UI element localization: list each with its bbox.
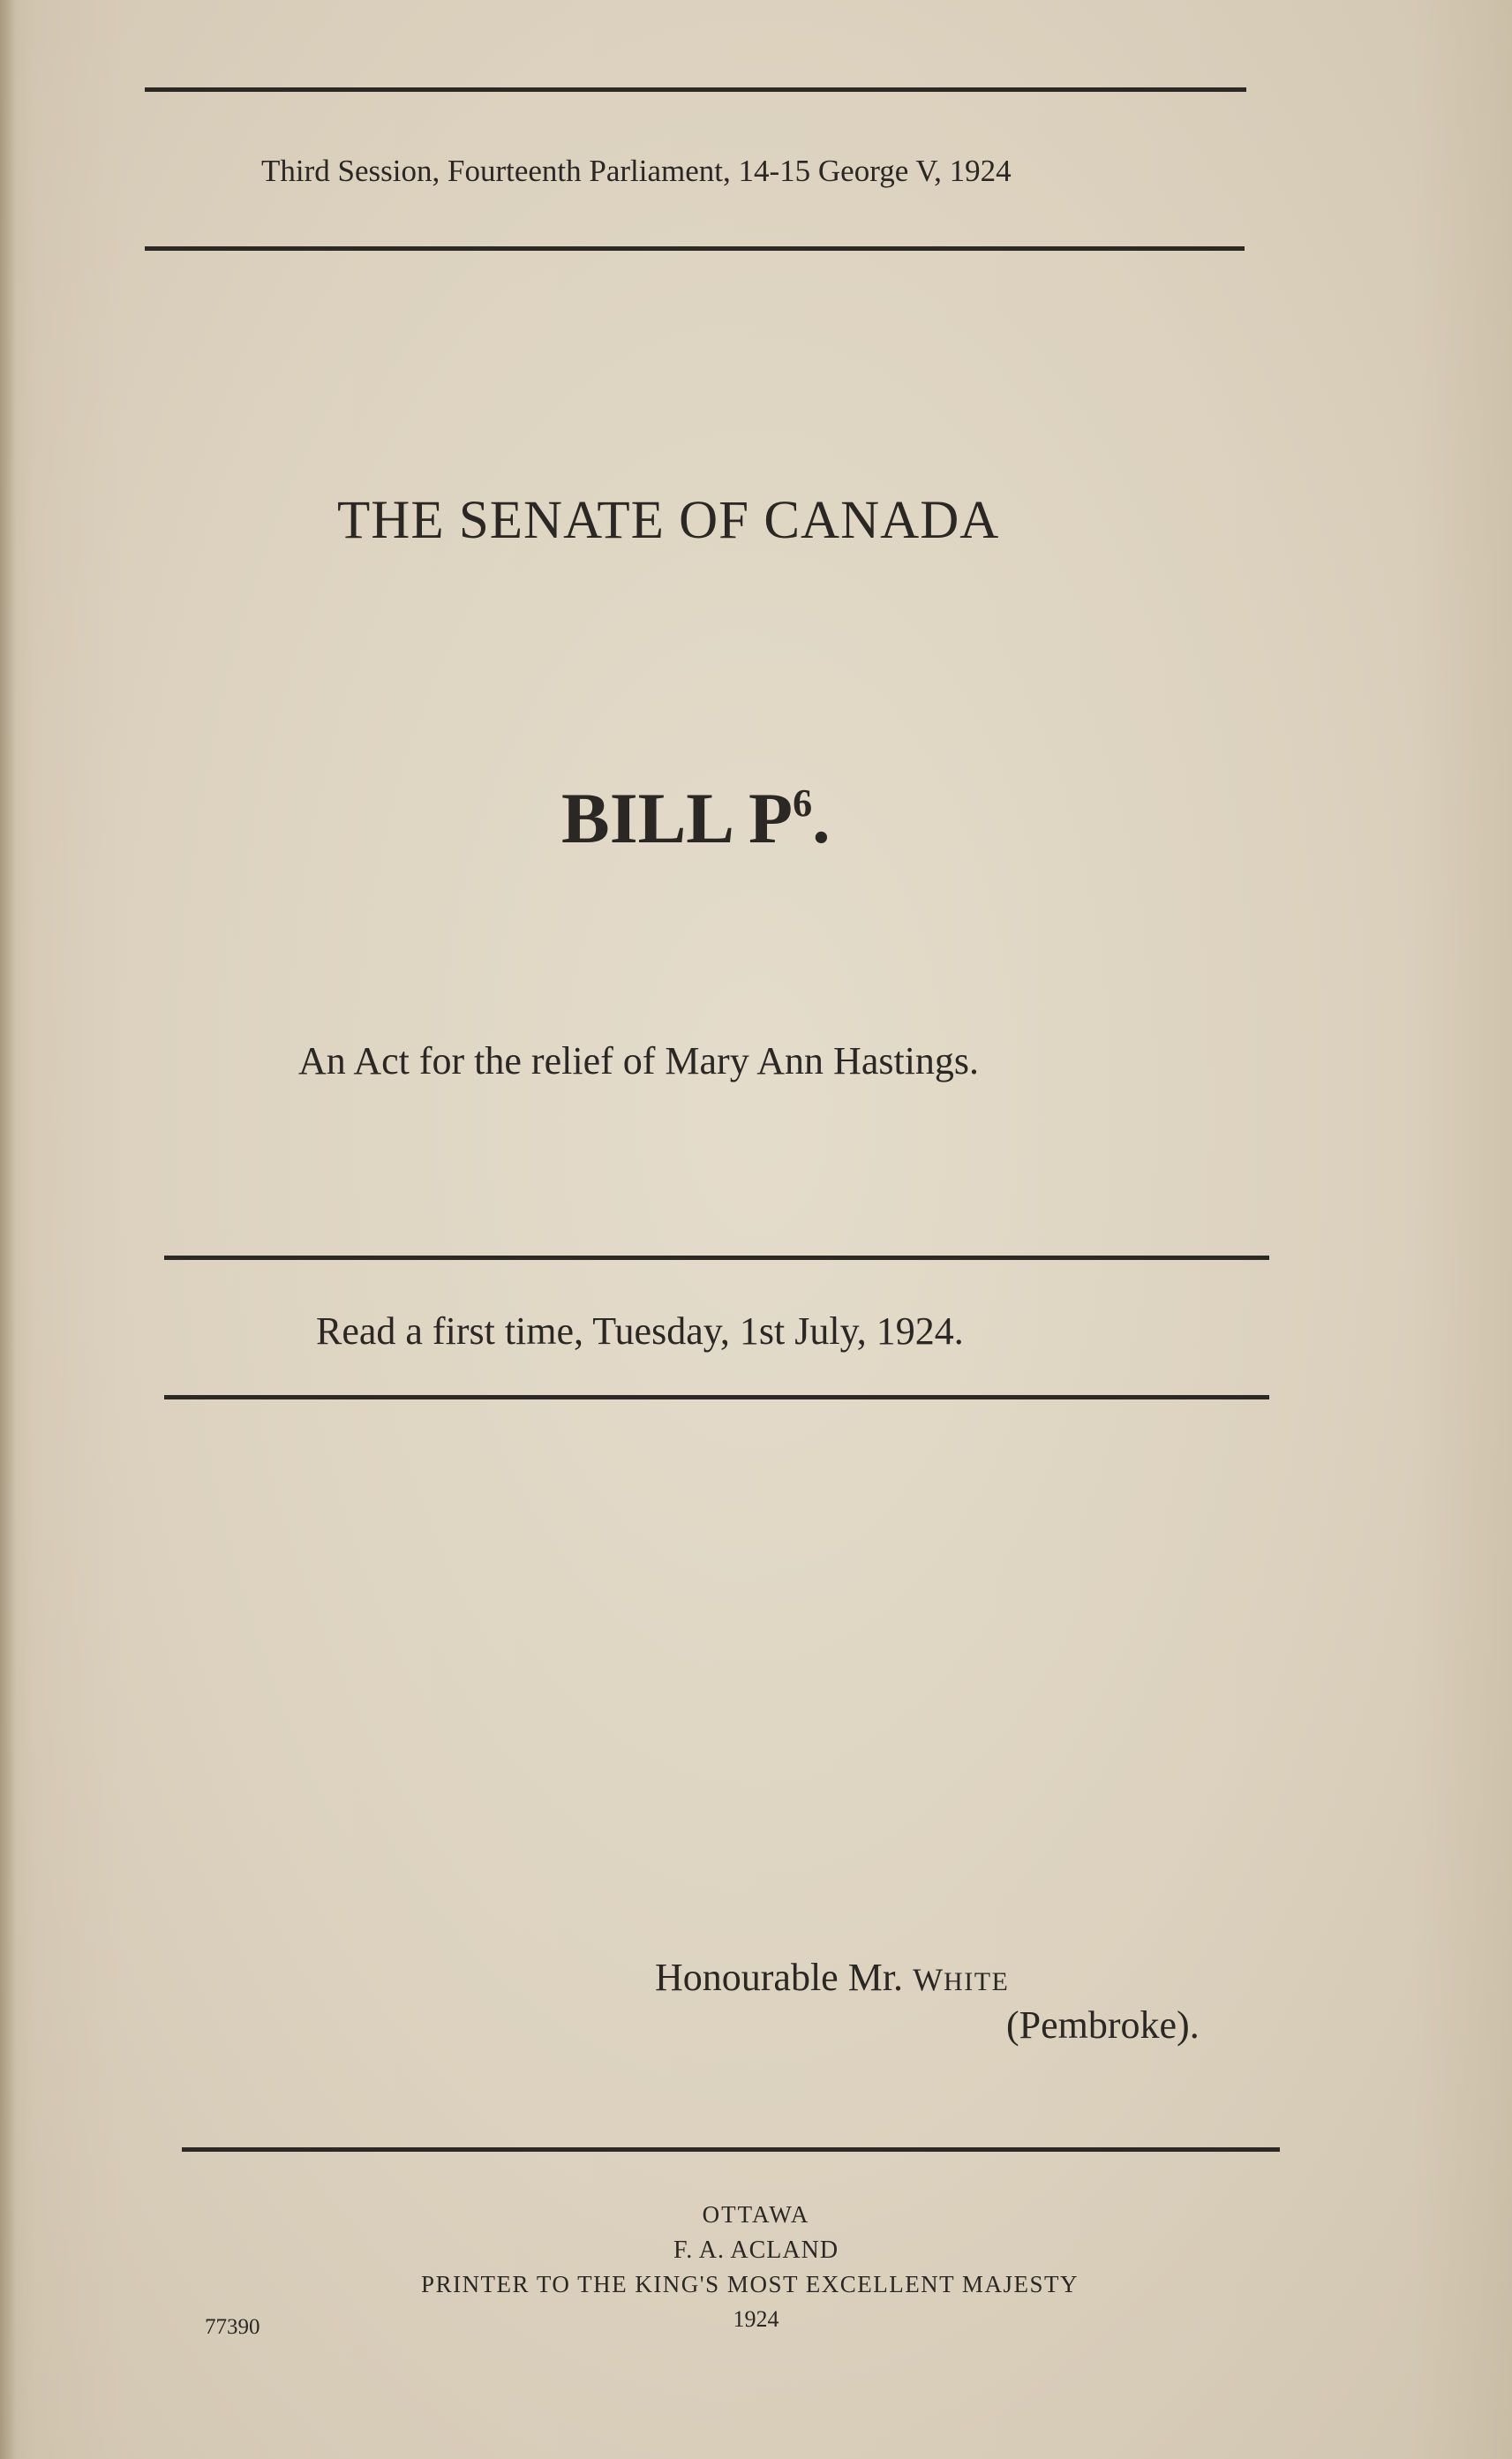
imprint-city: OTTAWA xyxy=(702,2201,810,2228)
bill-superscript: 6 xyxy=(793,781,813,825)
reading-rule-lower xyxy=(164,1395,1269,1399)
sponsor-prefix: Honourable Mr. xyxy=(655,1956,914,1999)
imprint-rule xyxy=(182,2147,1280,2152)
bill-title xyxy=(561,777,831,860)
sponsor-name-smallcaps: HITE xyxy=(944,1967,1010,1996)
job-number: 77390 xyxy=(205,2315,260,2339)
imprint-printer-title: PRINTER TO THE KING'S MOST EXCELLENT MAJESTY xyxy=(421,2271,1079,2297)
top-rule-lower xyxy=(145,246,1245,251)
bill-label: BILL P xyxy=(561,778,794,858)
imprint-printer: F. A. ACLAND xyxy=(673,2236,839,2264)
first-reading-line: Read a first time, Tuesday, 1st July, 1924. xyxy=(316,1309,964,1353)
page-left-edge-shadow xyxy=(0,0,16,2459)
act-title: An Act for the relief of Mary Ann Hastings. xyxy=(298,1039,980,1082)
show-through-heading xyxy=(311,441,324,502)
senate-heading: THE SENATE OF CANADA xyxy=(337,491,1000,550)
sponsor-name: WHITE xyxy=(913,1962,1010,1997)
session-line: Third Session, Fourteenth Parliament, 14-15 George V, 1924 xyxy=(261,154,1012,188)
top-rule-upper xyxy=(145,87,1246,92)
imprint-year: 1924 xyxy=(733,2306,779,2332)
reading-rule-upper xyxy=(164,1256,1269,1260)
sponsor-riding: (Pembroke). xyxy=(1006,2003,1200,2047)
sponsor-line xyxy=(655,1955,1009,2000)
bill-period: . xyxy=(812,778,831,858)
